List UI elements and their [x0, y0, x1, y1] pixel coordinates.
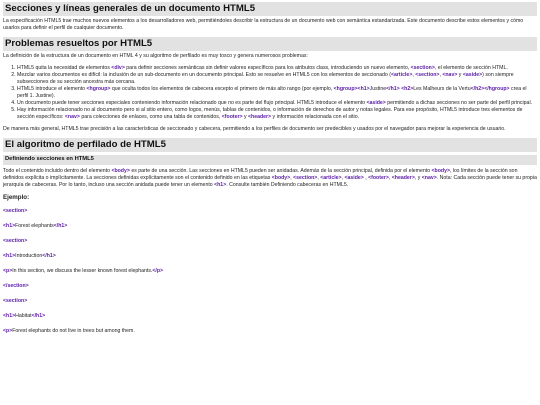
code-line: <h1>Forest elephants</h1> — [3, 223, 68, 230]
code-footer: <footer> — [221, 114, 243, 121]
code-line: <section> — [3, 298, 28, 305]
code-line: <h1>Introduction</h1> — [3, 253, 56, 260]
code-div: <div> — [111, 65, 125, 72]
definiendo-paragraph: Todo el contenido incluido dentro del elemento <body> es parte de una sección. Las secciones en HTML5 pueden ser anidadas. Además de la sección principal, definida por el elemento <body>, los límites de la sección son definidos explícita o implícitamente. La secciones definidas explícitamente son el contenido definido en las etiquetas <body>, <section>, <article>, <aside> , <footer>, <header>, y <nav>. Nota: Cada sección puede tener su propia jerarquía de cabeceras. Por lo tanto, incluso una sección anidada puede tener un elemento <h1>. Consulte también Definiendo cabeceras en HTML5. — [3, 167, 537, 188]
code-body: <body> — [271, 174, 291, 181]
list-item: 5. Hay información relacionado no al documento pero si al sitio entero, como logos, menús, tablas de contenidos, o información de derechos de autor y notas legales. Para ese propósito, HTML5 introduce tres elementos de sección específicos: <nav> para colecciones de enlaces, como una tabla de contenidos, <footer> y <header> y información relacionada con el sitio. — [17, 107, 537, 121]
code-nav: <nav> — [64, 114, 80, 121]
ejemplo-label: Ejemplo: — [3, 194, 30, 201]
code-aside: <aside> — [366, 100, 386, 107]
code-section: <section> — [415, 72, 440, 79]
list-item: 1. HTML5 quita la necesidad de elementos <div> para definir secciones semánticas sin definir valores específicos para los atributos class, introduciendo un nuevo elemento, <section>, el elemento de sección HTML. — [17, 65, 537, 72]
code-article: <article> — [320, 174, 342, 181]
list-item: 2. Mezclar varios documentos es difícil: la inclusión de un sub-documento en un documento principal. Esto se resuelve en HTML5 con los elementos de seccionado (<article>, <section>, <nav> y <aside>) son siempre subsecciones de su sección ancestra más cercana. — [17, 72, 537, 86]
code-h1-close: </h1> — [386, 86, 400, 93]
code-section: <section> — [293, 174, 318, 181]
code-body: <body> — [111, 167, 130, 174]
subsection-heading-definiendo: Definiendo secciones en HTML5 — [3, 155, 537, 165]
code-section: <section> — [410, 65, 435, 72]
problemas-intro: La definición de la estructura de un documento en HTML 4 y su algoritmo de perfilado es muy tosco y genera numerosos problemas: — [3, 53, 308, 59]
code-aside: <aside> — [462, 72, 483, 79]
intro-paragraph: La especificación HTML5 trae muchos nuevos elementos a los desarrolladores web, permitiéndoles describir la estructura de un documento web con semántica estandarizada. Este documento describe estos elementos y cómo usarlos para definir el perfil de cualquier documento. — [3, 17, 524, 31]
list-item: 4. Un documento puede tener secciones especiales conteniendo información relacionado que no es parte del flujo principal. HTML5 introduce el elemento <aside> permitiendo a dichas secciones no ser parte del perfil principal. — [17, 100, 537, 107]
code-nav: <nav> — [421, 174, 437, 181]
code-header: <header> — [391, 174, 415, 181]
code-h2-hgroup-close: </h2></hgroup> — [470, 86, 510, 93]
section-heading-secciones: Secciones y líneas generales de un documento HTML5 — [3, 2, 537, 16]
code-line: <p>In this section, we discuss the lesser known forest elephants.</p> — [3, 268, 164, 275]
problemas-list — [3, 65, 537, 121]
code-h2: <h2> — [401, 86, 414, 93]
code-hgroup: <hgroup> — [86, 86, 111, 93]
code-footer: <footer> — [368, 174, 389, 181]
code-line: <h1>Habitat</h1> — [3, 313, 46, 320]
code-h1: <h1> — [214, 181, 227, 188]
section-heading-problemas: Problemas resueltos por HTML5 — [3, 37, 537, 51]
list-item: 3. HTML5 introduce el elemento <hgroup> que oculta todos los elementos de cabecera excepto el primero de más alto rango (por ejemplo, <hgroup><h1>Justine</h1> <h2>Les Malheurs de la Vertu</h2></hgroup> crea el perfil 1. Justine). — [17, 86, 537, 100]
code-line: <section> — [3, 238, 28, 245]
code-body: <body> — [431, 167, 450, 174]
code-nav: <nav> — [442, 72, 458, 79]
code-line: <p>Forest elephants do not live in trees but among them. — [3, 328, 135, 335]
code-aside: <aside> — [344, 174, 364, 181]
section-heading-algoritmo: El algoritmo de perfilado de HTML5 — [3, 138, 537, 152]
code-line: </section> — [3, 283, 29, 290]
code-header: <header> — [248, 114, 272, 121]
code-article: <article> — [391, 72, 413, 79]
code-line: <section> — [3, 208, 28, 215]
problemas-outro: De manera más general, HTML5 trae precisión a las características de seccionado y cabecera, permitiendo a los perfiles de documento ser predecibles y usados por el navegador para mejorar la experiencia de usuario. — [3, 126, 506, 133]
code-hgroup-h1: <hgroup><h1> — [333, 86, 370, 93]
